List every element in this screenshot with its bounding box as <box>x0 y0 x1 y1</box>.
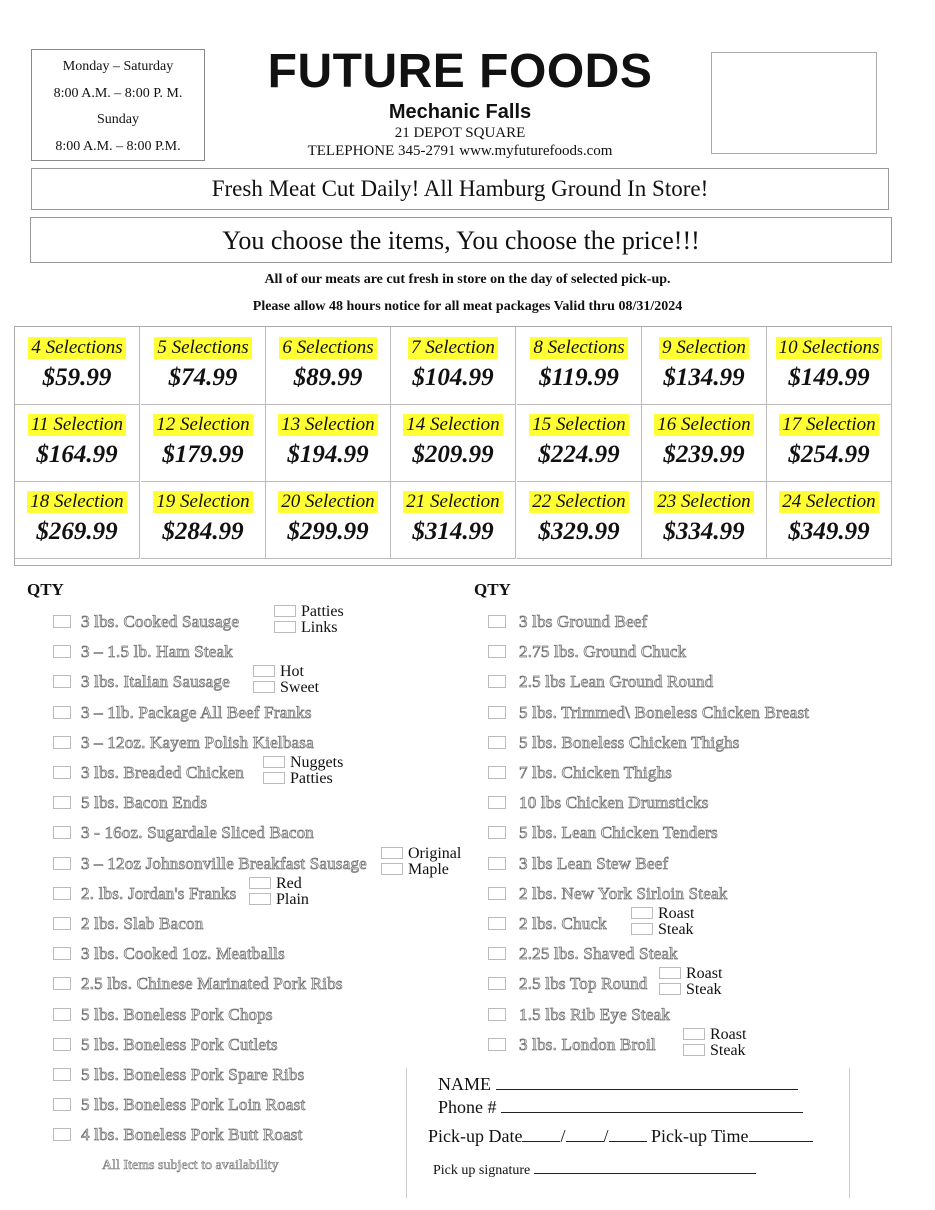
sunday-label: Sunday <box>97 112 139 127</box>
item-label: 3 lbs. Cooked 1oz. Meatballs <box>81 944 285 964</box>
item-label: 5 lbs. Boneless Pork Chops <box>81 1004 273 1024</box>
pickup-form <box>406 1068 850 1198</box>
weekday-label: Monday – Saturday <box>62 59 174 74</box>
pickup-time-field[interactable] <box>749 1126 813 1142</box>
item-label: 3 - 16oz. Sugardale Sliced Bacon <box>81 823 315 843</box>
pickup-day-field[interactable] <box>566 1126 604 1142</box>
notice-note: Please allow 48 hours notice for all meat packages Valid thru 08/31/2024 <box>252 299 683 314</box>
package-price: $119.99 <box>539 364 619 391</box>
qty-checkbox[interactable] <box>488 675 506 688</box>
package-selection-count: 19 Selection <box>153 491 252 513</box>
qty-checkbox[interactable] <box>53 947 71 960</box>
option-label: Hot <box>280 663 304 681</box>
package-cell <box>517 404 642 482</box>
package-cell <box>517 481 642 559</box>
package-cell <box>391 404 516 482</box>
package-selection-count: 6 Selections <box>279 337 376 359</box>
package-selection-count: 15 Selection <box>529 414 628 436</box>
option-label: Patties <box>301 603 344 620</box>
package-cell <box>642 404 767 482</box>
store-name: FUTURE FOODS <box>267 45 653 98</box>
item-label: 5 lbs. Trimmed\ Boneless Chicken Breast <box>519 702 810 722</box>
name-row <box>438 1074 798 1095</box>
qty-checkbox[interactable] <box>488 977 506 990</box>
qty-checkbox[interactable] <box>53 675 71 688</box>
item-label: 1.5 lbs Rib Eye Steak <box>519 1004 671 1024</box>
package-cell <box>15 481 140 559</box>
pickup-row <box>428 1126 813 1147</box>
qty-checkbox[interactable] <box>488 1008 506 1021</box>
item-label: 3 lbs. Italian Sausage <box>81 672 230 692</box>
option-label: Plain <box>276 890 309 908</box>
option-checkbox[interactable] <box>631 923 653 935</box>
package-cell <box>642 481 767 559</box>
date-separator: / <box>603 1126 609 1146</box>
item-label: 2.75 lbs. Ground Chuck <box>519 642 687 662</box>
qty-checkbox[interactable] <box>488 826 506 839</box>
package-selection-count: 9 Selection <box>659 337 749 359</box>
option-label: Steak <box>710 1041 746 1059</box>
package-price: $284.99 <box>162 518 244 545</box>
option-label: Original <box>408 844 462 862</box>
item-label: 3 lbs. London Broil <box>519 1034 656 1054</box>
package-selection-count: 7 Selection <box>408 337 498 359</box>
option-label: Red <box>276 874 302 892</box>
store-location: Mechanic Falls <box>388 101 532 123</box>
item-label: 3 lbs. Cooked Sausage <box>81 612 240 631</box>
package-cell <box>266 481 391 559</box>
store-telephone: TELEPHONE 345-2791 www.myfuturefoods.com <box>307 143 613 159</box>
option-label: Nuggets <box>290 754 344 771</box>
item-label: 2.25 lbs. Shaved Steak <box>519 944 678 964</box>
qty-checkbox[interactable] <box>53 645 71 658</box>
signature-row <box>433 1158 756 1179</box>
store-hours-box <box>31 49 205 161</box>
option-checkbox[interactable] <box>659 967 681 979</box>
package-cell <box>15 327 140 405</box>
date-separator: / <box>560 1126 566 1146</box>
option-label: Roast <box>658 905 695 922</box>
qty-header-right: QTY <box>474 580 511 599</box>
option-checkbox[interactable] <box>683 1044 705 1056</box>
sunday-time: 8:00 A.M. – 8:00 P.M. <box>55 138 181 154</box>
qty-checkbox[interactable] <box>53 1008 71 1021</box>
package-selection-count: 14 Selection <box>403 414 502 436</box>
qty-checkbox[interactable] <box>488 766 506 779</box>
package-price: $89.99 <box>293 364 363 391</box>
package-price: $179.99 <box>162 441 244 468</box>
package-selection-count: 5 Selections <box>154 337 251 359</box>
qty-checkbox[interactable] <box>488 947 506 960</box>
package-price: $164.99 <box>36 441 118 468</box>
item-label: 5 lbs. Boneless Pork Loin Roast <box>81 1095 306 1115</box>
item-label: 3 lbs Lean Stew Beef <box>519 853 669 873</box>
option-label: Maple <box>408 860 449 878</box>
package-price: $349.99 <box>788 518 870 545</box>
package-price: $299.99 <box>287 518 369 545</box>
item-label: 5 lbs. Boneless Pork Spare Ribs <box>81 1065 305 1084</box>
option-label: Roast <box>686 965 723 983</box>
package-selection-count: 24 Selection <box>779 491 878 513</box>
package-cell <box>141 327 266 405</box>
item-label: 5 lbs. Boneless Chicken Thighs <box>519 732 740 752</box>
package-price: $149.99 <box>788 364 870 391</box>
option-checkbox[interactable] <box>249 893 271 905</box>
package-price: $314.99 <box>412 518 494 545</box>
qty-checkbox[interactable] <box>53 1068 71 1081</box>
package-selection-count: 23 Selection <box>654 491 753 513</box>
option-checkbox[interactable] <box>381 847 403 859</box>
package-cell <box>15 404 140 482</box>
package-price: $224.99 <box>538 441 620 468</box>
package-selection-count: 4 Selections <box>28 337 125 359</box>
item-label: 3 – 12oz Johnsonville Breakfast Sausage <box>81 853 367 873</box>
qty-checkbox[interactable] <box>488 615 506 628</box>
store-address: 21 DEPOT SQUARE <box>394 125 526 141</box>
package-price: $269.99 <box>36 518 118 545</box>
item-label: 2 lbs. New York Sirloin Steak <box>519 883 728 903</box>
name-field[interactable] <box>496 1074 798 1090</box>
logo-placeholder <box>711 52 877 154</box>
package-price: $104.99 <box>412 364 494 391</box>
package-price-grid <box>14 326 892 566</box>
phone-field[interactable] <box>501 1097 803 1113</box>
package-selection-count: 10 Selections <box>776 337 883 359</box>
qty-checkbox[interactable] <box>53 1098 71 1111</box>
qty-checkbox[interactable] <box>53 766 71 779</box>
package-cell <box>266 404 391 482</box>
package-cell <box>141 404 266 482</box>
phone-label: Phone # <box>438 1097 497 1117</box>
option-label: Sweet <box>280 679 320 697</box>
qty-checkbox[interactable] <box>488 917 506 930</box>
package-price: $334.99 <box>663 518 745 545</box>
pickup-month-field[interactable] <box>522 1126 560 1142</box>
phone-row <box>438 1097 803 1118</box>
package-cell <box>391 481 516 559</box>
item-label: 2.5 lbs. Chinese Marinated Pork Ribs <box>81 974 343 994</box>
item-label: 2.5 lbs Top Round <box>519 974 648 994</box>
package-selection-count: 13 Selection <box>278 414 377 436</box>
option-checkbox[interactable] <box>631 907 653 919</box>
package-selection-count: 17 Selection <box>779 414 878 436</box>
option-label: Links <box>301 619 338 636</box>
item-label: 2 lbs. Chuck <box>519 914 607 933</box>
choose-price-banner: You choose the items, You choose the price!!! <box>30 217 892 263</box>
package-price: $74.99 <box>168 364 238 391</box>
item-label: 4 lbs. Boneless Pork Butt Roast <box>81 1125 303 1145</box>
option-checkbox[interactable] <box>263 756 285 768</box>
signature-field[interactable] <box>534 1158 756 1174</box>
option-checkbox[interactable] <box>381 863 403 875</box>
package-selection-count: 11 Selection <box>28 414 126 436</box>
package-price: $194.99 <box>287 441 369 468</box>
qty-checkbox[interactable] <box>488 796 506 809</box>
option-label: Patties <box>290 770 333 787</box>
option-checkbox[interactable] <box>249 877 271 889</box>
option-label: Steak <box>686 981 722 999</box>
item-label: 10 lbs Chicken Drumsticks <box>519 793 709 813</box>
pickup-year-field[interactable] <box>609 1126 647 1142</box>
item-label: 3 – 1.5 lb. Ham Steak <box>81 642 233 662</box>
package-selection-count: 8 Selections <box>530 337 627 359</box>
qty-checkbox[interactable] <box>53 736 71 749</box>
pickup-time-label: Pick-up Time <box>651 1126 749 1146</box>
package-cell <box>391 327 516 405</box>
cut-fresh-note: All of our meats are cut fresh in store on the day of selected pick-up. <box>264 272 671 287</box>
fresh-meat-banner: Fresh Meat Cut Daily! All Hamburg Ground In Store! <box>31 168 889 210</box>
item-label: 3 – 1lb. Package All Beef Franks <box>81 702 312 722</box>
item-label: 2 lbs. Slab Bacon <box>81 914 204 933</box>
option-checkbox[interactable] <box>274 605 296 617</box>
option-checkbox[interactable] <box>659 983 681 995</box>
availability-note: All Items subject to availability <box>102 1158 279 1173</box>
option-checkbox[interactable] <box>274 621 296 633</box>
package-selection-count: 12 Selection <box>153 414 252 436</box>
item-label: 5 lbs. Boneless Pork Cutlets <box>81 1034 278 1054</box>
package-selection-count: 16 Selection <box>654 414 753 436</box>
item-label: 2. lbs. Jordan's Franks <box>81 883 237 903</box>
package-selection-count: 20 Selection <box>278 491 377 513</box>
option-checkbox[interactable] <box>683 1028 705 1040</box>
option-checkbox[interactable] <box>253 681 275 693</box>
qty-checkbox[interactable] <box>53 857 71 870</box>
package-price: $209.99 <box>412 441 494 468</box>
item-label: 5 lbs. Bacon Ends <box>81 793 208 813</box>
package-cell <box>767 404 892 482</box>
package-selection-count: 22 Selection <box>529 491 628 513</box>
option-label: Steak <box>658 921 694 938</box>
qty-checkbox[interactable] <box>53 977 71 990</box>
option-label: Roast <box>710 1025 747 1043</box>
qty-checkbox[interactable] <box>53 615 71 628</box>
package-cell <box>141 481 266 559</box>
weekday-time: 8:00 A.M. – 8:00 P. M. <box>53 85 183 101</box>
qty-checkbox[interactable] <box>53 887 71 900</box>
package-cell <box>642 327 767 405</box>
option-checkbox[interactable] <box>253 665 275 677</box>
qty-checkbox[interactable] <box>53 706 71 719</box>
pickup-date-label: Pick-up Date <box>428 1126 523 1146</box>
qty-checkbox[interactable] <box>488 645 506 658</box>
item-label: 7 lbs. Chicken Thighs <box>519 763 673 782</box>
qty-checkbox[interactable] <box>488 736 506 749</box>
package-selection-count: 18 Selection <box>27 491 126 513</box>
package-cell <box>517 327 642 405</box>
item-label: 3 lbs. Breaded Chicken <box>81 763 245 782</box>
package-cell <box>266 327 391 405</box>
qty-checkbox[interactable] <box>53 1038 71 1051</box>
qty-checkbox[interactable] <box>488 1038 506 1051</box>
package-price: $329.99 <box>538 518 620 545</box>
qty-checkbox[interactable] <box>53 1128 71 1141</box>
item-label: 2.5 lbs Lean Ground Round <box>519 672 714 692</box>
qty-checkbox[interactable] <box>53 917 71 930</box>
item-label: 3 – 12oz. Kayem Polish Kielbasa <box>81 732 314 752</box>
package-cell <box>767 481 892 559</box>
qty-checkbox[interactable] <box>53 796 71 809</box>
qty-checkbox[interactable] <box>53 826 71 839</box>
item-label: 5 lbs. Lean Chicken Tenders <box>519 823 718 843</box>
package-price: $134.99 <box>663 364 745 391</box>
package-price: $59.99 <box>42 364 112 391</box>
package-price: $254.99 <box>788 441 870 468</box>
qty-checkbox[interactable] <box>488 857 506 870</box>
package-selection-count: 21 Selection <box>403 491 502 513</box>
item-label: 3 lbs Ground Beef <box>519 612 648 631</box>
package-cell <box>767 327 892 405</box>
option-checkbox[interactable] <box>263 772 285 784</box>
package-price: $239.99 <box>663 441 745 468</box>
qty-checkbox[interactable] <box>488 887 506 900</box>
qty-header-left: QTY <box>27 580 64 599</box>
signature-label: Pick up signature <box>433 1163 531 1178</box>
name-label: NAME <box>438 1074 491 1094</box>
qty-checkbox[interactable] <box>488 706 506 719</box>
